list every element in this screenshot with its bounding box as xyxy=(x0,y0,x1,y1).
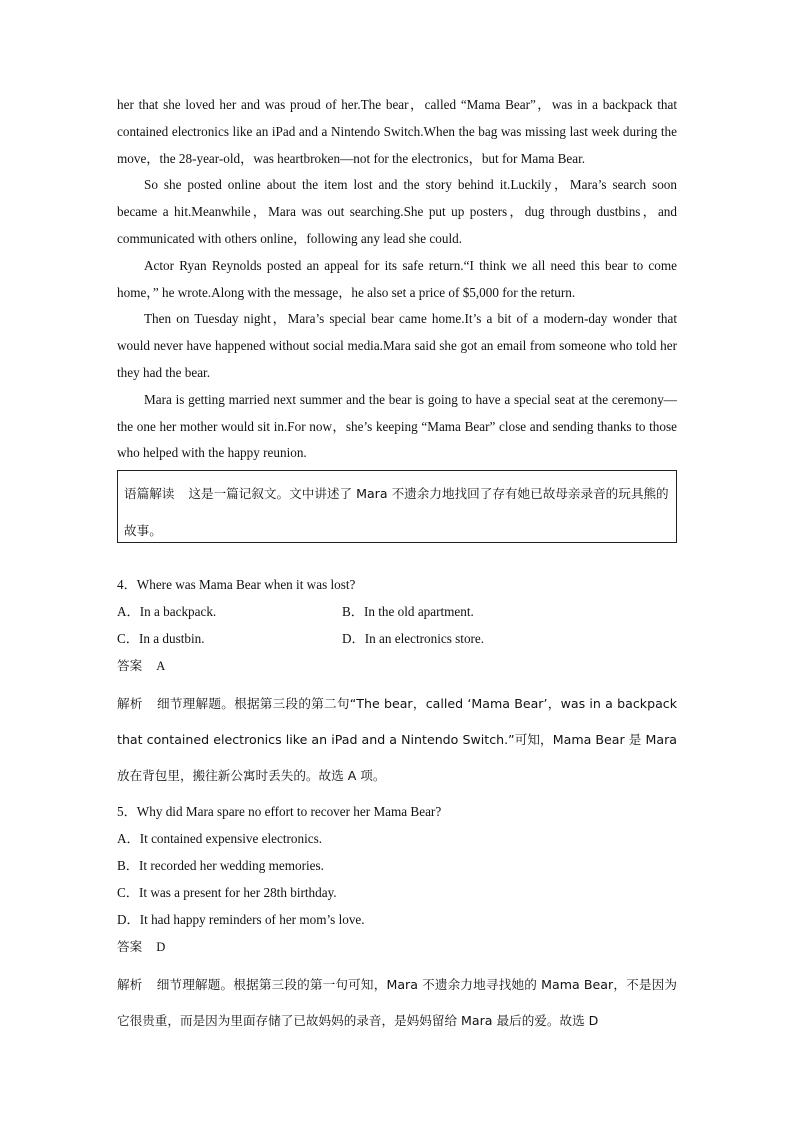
question-5-option-b: B．It recorded her wedding memories. xyxy=(117,858,324,874)
summary-text: 这是一篇记叙文。文中讲述了 Mara 不遗余力地找回了存有她已故母亲录音的玩具熊的故事。 xyxy=(124,486,669,539)
analysis-text: 细节理解题。根据第三段的第二句“The bear，called ‘Mama Bear’，was in a backpack that contained electronics like an iPad and a Nintendo Switch.”可知，Mama Bear 是 Mara 放在背包里，搬往新公寓时丢失的。故选 A 项。 xyxy=(117,696,678,784)
passage-paragraph-5: Mara is getting married next summer and the bear is going to have a special seat at the ceremony—the one her mother would sit in.For now，she’s keeping “Mama Bear” close and sending thanks to those who helped with the happy reunion. xyxy=(117,391,677,461)
question-4-stem: 4．Where was Mama Bear when it was lost? xyxy=(117,577,356,593)
question-4-option-d: D．In an electronics store. xyxy=(342,631,485,647)
question-4-option-c: C．In a dustbin. xyxy=(117,631,205,647)
question-4-options-row-1 xyxy=(117,598,677,625)
question-5-stem: 5．Why did Mara spare no effort to recover her Mama Bear? xyxy=(117,804,442,820)
question-4-answer xyxy=(117,652,677,680)
question-5-option-d: D．It had happy reminders of her mom’s love. xyxy=(117,912,365,928)
passage-paragraph-1: her that she loved her and was proud of her.The bear，called “Mama Bear”，was in a backpack that contained electronics like an iPad and a Nintendo Switch.When the bag was missing last week during the move，the 28-year-old，was heartbroken—not for the electronics，but for Mama Bear. xyxy=(117,97,677,166)
question-5 xyxy=(117,798,677,1039)
analysis-label: 解析 xyxy=(117,696,143,712)
passage-paragraph-3: Actor Ryan Reynolds posted an appeal for its safe return.“I think we all need this bear to come home，” he wrote.Along with the message，he also set a price of $5,000 for the return. xyxy=(117,257,677,300)
document-page xyxy=(117,92,677,1039)
answer-label: 答案 xyxy=(117,939,143,955)
question-4 xyxy=(117,571,677,794)
answer-value: D xyxy=(156,940,166,955)
summary-box xyxy=(117,470,677,543)
summary-label: 语篇解读 xyxy=(124,486,175,502)
question-5-analysis xyxy=(117,967,677,1039)
question-4-option-b: B．In the old apartment. xyxy=(342,604,474,620)
answer-value: A xyxy=(156,659,166,674)
question-4-option-a: A．In a backpack. xyxy=(117,604,217,620)
passage-paragraph-2: So she posted online about the item lost and the story behind it.Luckily，Mara’s search soon became a hit.Meanwhile，Mara was out searching.She put up posters，dug through dustbins，and communicated with others online，following any lead she could. xyxy=(117,177,677,246)
question-5-answer xyxy=(117,933,677,961)
question-5-option-c: C．It was a present for her 28th birthday. xyxy=(117,885,337,901)
analysis-label: 解析 xyxy=(117,977,143,993)
answer-label: 答案 xyxy=(117,658,143,674)
question-5-option-a: A．It contained expensive electronics. xyxy=(117,831,323,847)
question-4-options-row-2 xyxy=(117,625,677,652)
analysis-text: 细节理解题。根据第三段的第一句可知，Mara 不遗余力地寻找她的 Mama Bear，不是因为它很贵重，而是因为里面存储了已故妈妈的录音，是妈妈留给 Mara 最后的爱。故选 D xyxy=(117,977,677,1029)
question-4-analysis xyxy=(117,686,677,794)
passage-paragraph-4: Then on Tuesday night，Mara’s special bear came home.It’s a bit of a modern-day wonder that would never have happened without social media.Mara said she got an email from someone who told her they had the bear. xyxy=(117,311,677,380)
